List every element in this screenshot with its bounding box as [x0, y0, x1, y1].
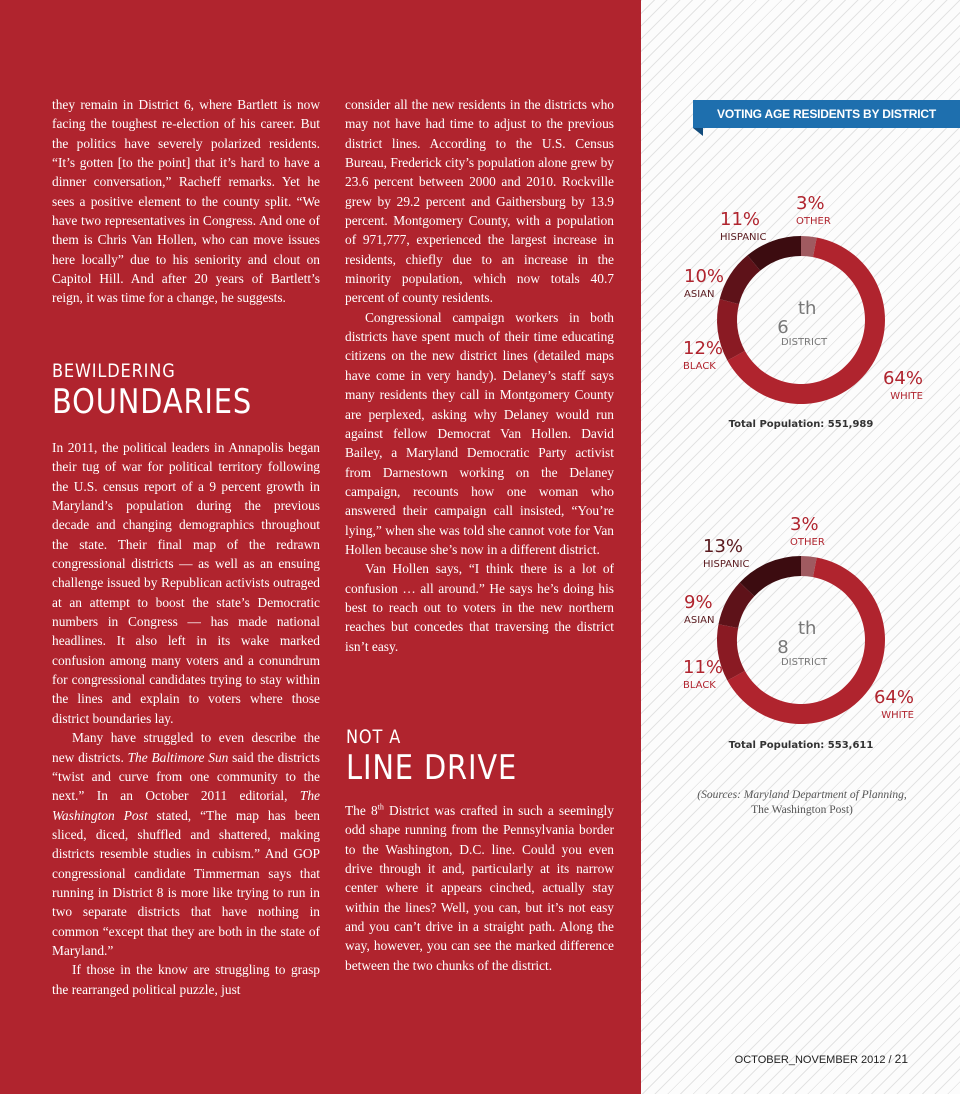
footer-separator: /	[885, 1054, 895, 1066]
issue-date: OCTOBER_NOVEMBER 2012	[734, 1054, 886, 1066]
article-column-2-bottom	[345, 801, 614, 975]
text-run: The 8	[345, 803, 378, 818]
text-run: District was crafted in such a seemingly odd shape running from the Pennsylvania border to the Washington, D.C. line. Could you even drive through it and, particularly at its narrow center where it appears cinched, actually stay within the lines? Well, you can, but it’s not easy and you can’t drive in a straight path. Along the way, however, you can see the marked difference between the two chunks of the district.	[345, 803, 614, 973]
slice-value-asian: 9%	[684, 592, 713, 613]
text-run: Many have struggled to even describe the new districts.	[52, 730, 320, 765]
text-run: stated, “The map has been sliced, diced, shuffled and shattered, making districts resemble studies in cubism.” And GOP congressional candidate Timmerman says that running in District 8 is more like trying to run in two separate districts that have nothing in common “except that they are both in the state of Maryland.”	[52, 807, 321, 958]
paragraph: Van Hollen says, “I think there is a lot of confusion … all around.” He says he’s doing his best to reach out to voters in the new northern reaches but concedes that traversing the district isn’t easy.	[345, 561, 614, 654]
slice-value-other: 3%	[796, 193, 825, 214]
paragraph: If those in the know are struggling to grasp the rearranged political puzzle, just	[52, 962, 320, 997]
slice-label-asian: ASIAN	[684, 615, 715, 626]
slice-label-white: WHITE	[881, 710, 914, 721]
total-population: Total Population: 551,989	[728, 419, 874, 430]
paragraph	[52, 728, 320, 960]
slice-label-other: OTHER	[790, 537, 825, 548]
district-suffix: th	[798, 298, 817, 319]
page-number: 21	[894, 1052, 908, 1066]
slice-label-hispanic: HISPANIC	[703, 559, 750, 570]
paragraph	[345, 801, 614, 975]
publication-name: The Washington Post	[52, 788, 320, 823]
district-suffix: th	[798, 618, 817, 639]
donut-charts	[641, 0, 960, 1094]
slice-label-white: WHITE	[890, 391, 923, 402]
slice-value-hispanic: 11%	[720, 209, 761, 230]
district-number: 6	[777, 317, 789, 338]
slice-label-hispanic: HISPANIC	[720, 232, 767, 243]
article-column-1-top	[52, 95, 320, 308]
source-line-1: (Sources: Maryland Department of Planning,	[697, 789, 907, 801]
slice-value-white: 64%	[882, 368, 923, 389]
slice-value-white: 64%	[873, 687, 914, 708]
section-heading-boundaries	[52, 360, 287, 422]
heading-title: BOUNDARIES	[52, 382, 253, 422]
heading-title: LINE DRIVE	[346, 748, 518, 788]
section-heading-line-drive	[346, 726, 547, 788]
publication-name: The Baltimore Sun	[127, 749, 229, 765]
text-run: said the districts “twist and curve from one community to the next.” In an October 2011 editorial,	[52, 749, 320, 804]
heading-kicker: BEWILDERING	[52, 360, 176, 382]
article-column-2-top	[345, 95, 614, 656]
paragraph: they remain in District 6, where Bartlett is now facing the toughest re-election of his career. But the politics have severely polarized residents. “It’s gotten [to the point] that it’s hard to have a dinner conversation,” Racheff remarks. Yet he sees a positive element to the county split. “We have two representatives in Congress. And one of them is Chris Van Hollen, who can move issues here locally” due to his seniority and clout on Capitol Hill. And after 20 years of Bartlett’s reign, it was time for a change, he suggests.	[52, 97, 320, 306]
slice-value-asian: 10%	[684, 266, 725, 287]
slice-label-asian: ASIAN	[684, 289, 715, 300]
source-line-2: The Washington Post)	[751, 804, 853, 816]
district-label: DISTRICT	[780, 337, 828, 348]
slice-label-black: BLACK	[683, 680, 716, 691]
chart-source-note	[690, 788, 914, 818]
heading-kicker: NOT A	[346, 726, 402, 748]
slice-value-other: 3%	[790, 514, 819, 535]
district-number: 8	[777, 637, 789, 658]
superscript: th	[377, 802, 384, 812]
paragraph: In 2011, the political leaders in Annapolis began their tug of war for political territory following the U.S. census report of a 9 percent growth in Maryland’s population during the previous decade and changing demographics throughout the state. Their final map of the redrawn congressional districts — as well as an ensuing challenge issued by Republican activists outraged at an attempt to boost the state’s Democratic numbers in Congress — has made national headlines. It also left in its wake marked confusion among many voters and a conundrum for congressional candidates trying to stay within the lines and explain to voters where those district boundaries lay.	[52, 440, 320, 726]
slice-label-other: OTHER	[796, 216, 831, 227]
slice-value-hispanic: 13%	[703, 536, 744, 557]
slice-value-black: 11%	[683, 657, 724, 678]
page-footer	[735, 1052, 908, 1066]
slice-label-black: BLACK	[683, 361, 716, 372]
chart-title-banner: VOTING AGE RESIDENTS BY DISTRICT	[693, 100, 960, 128]
paragraph: Congressional campaign workers in both districts have spent much of their time educating citizens on the new district lines (detailed maps have come in very handy). Delaney’s staff says many residents they call in Montgomery County are perplexed, asking why Delaney would run against fellow Democrat Van Hollen. David Bailey, a Maryland Democratic Party activist from Darnestown working on the Delaney campaign, recounts how one woman who answered their campaign call insisted, “You’re lying,” when she was told she cannot vote for Van Hollen because she’s now in a different district.	[345, 309, 614, 557]
slice-value-black: 12%	[683, 338, 724, 359]
district-label: DISTRICT	[780, 657, 828, 668]
paragraph: consider all the new residents in the districts who may not have had time to adjust to the previous district lines. According to the U.S. Census Bureau, Frederick city’s population alone grew by 23.6 percent between 2000 and 2010. Rockville grew by 29.2 percent and Gaithersburg by 13.9 percent. Montgomery County, with a population of 971,777, experienced the largest increase in residents, chiefly due to an increase in the minority population, which now totals 40.7 percent of county residents.	[345, 97, 614, 306]
total-population: Total Population: 553,611	[728, 740, 874, 751]
article-column-1-bottom	[52, 438, 320, 999]
